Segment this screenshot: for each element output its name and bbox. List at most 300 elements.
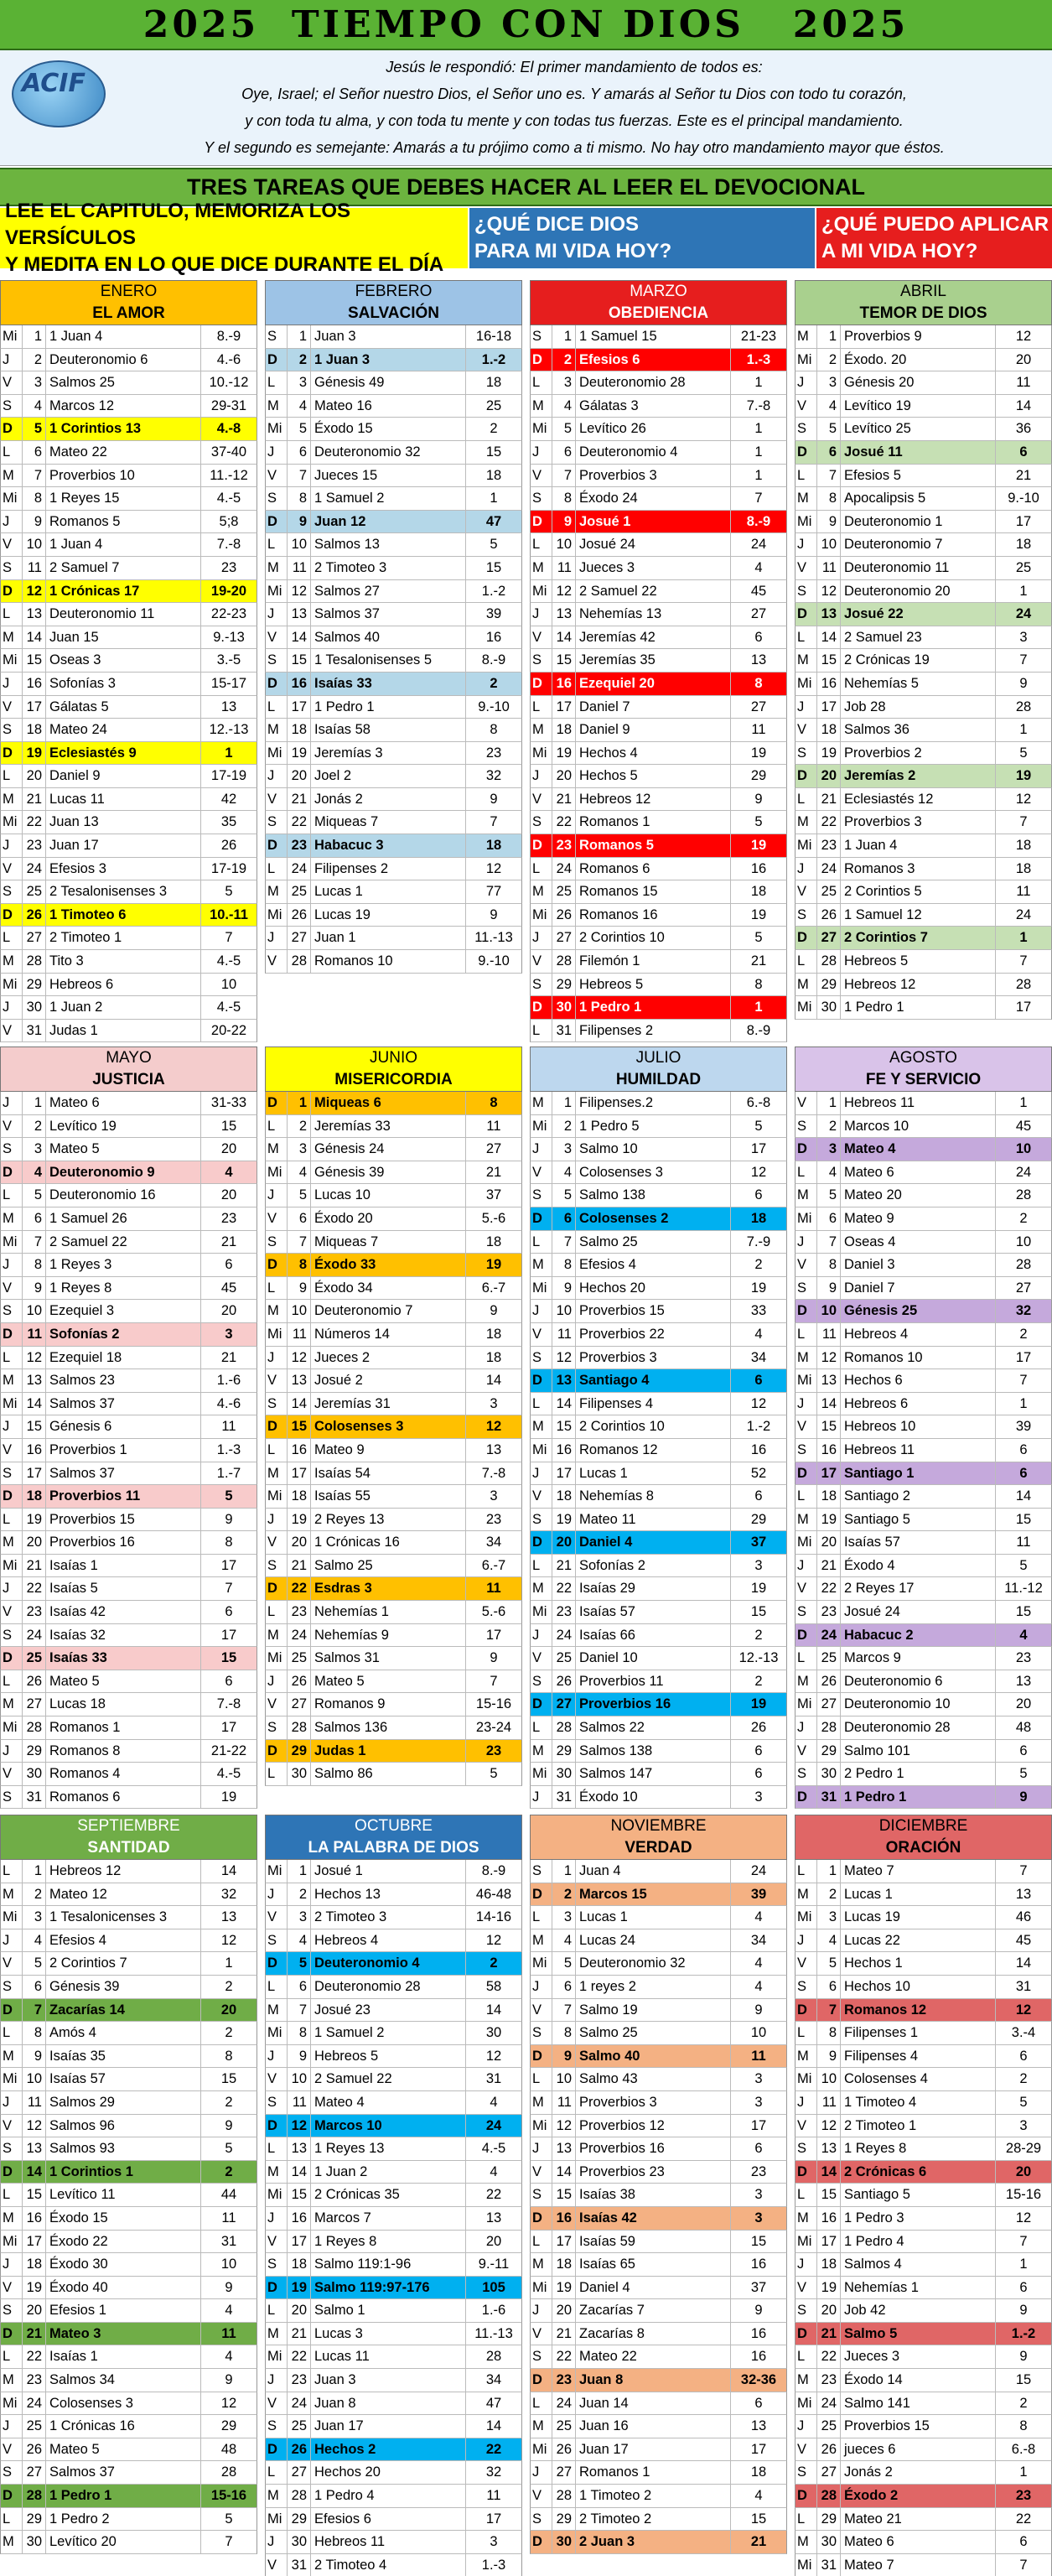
day-letter: D [795, 1462, 817, 1485]
verses: 7 [225, 2534, 233, 2550]
passage: Joel 2 [311, 765, 466, 787]
day-letter: D [531, 996, 552, 1019]
day-number: 3 [23, 371, 46, 394]
day-number: 28 [817, 1716, 841, 1739]
day-letter: D [266, 511, 288, 533]
passage: Habacuc 3 [311, 834, 466, 857]
verses: 11 [486, 1581, 501, 1597]
reading-row [795, 2438, 1052, 2462]
reading-row [0, 1020, 257, 1043]
verses: 4 [754, 1326, 763, 1342]
day-number: 6 [817, 441, 841, 464]
reading-row [795, 2253, 1052, 2277]
day-letter: M [1, 2045, 23, 2068]
day-number: 10 [817, 533, 841, 556]
reading-row [530, 2299, 787, 2323]
day-number: 10 [817, 1300, 841, 1322]
day-number: 20 [288, 2299, 311, 2322]
day-number: 1 [23, 1092, 46, 1114]
day-letter: L [266, 1763, 288, 1785]
day-letter: V [795, 2115, 817, 2137]
verses: 11 [751, 722, 766, 738]
day-number: 20 [817, 2299, 841, 2322]
verses: 6.-7 [481, 1557, 506, 1573]
passage: Gálatas 5 [46, 696, 201, 719]
verses: 4.-6 [216, 351, 241, 367]
day-number: 23 [288, 834, 311, 857]
reading-row [530, 511, 787, 534]
day-number: 6 [23, 1976, 46, 1998]
day-number: 26 [552, 1670, 576, 1693]
month-name: MARZO [630, 283, 687, 300]
day-letter: V [531, 1323, 552, 1346]
day-number: 22 [552, 2345, 576, 2368]
day-number: 4 [288, 1929, 311, 1952]
day-letter: M [1, 1208, 23, 1230]
verses: 19 [750, 1581, 767, 1597]
day-letter: M [795, 1184, 817, 1207]
day-number: 5 [23, 1184, 46, 1207]
passage: Daniel 7 [576, 696, 731, 719]
passage: Filipenses.2 [576, 1092, 731, 1114]
verses: 47 [485, 2395, 502, 2411]
day-number: 19 [288, 742, 311, 765]
verses: 15 [1015, 2372, 1032, 2388]
passage: Deuteronomio 28 [576, 371, 731, 394]
day-letter: J [266, 2207, 288, 2230]
day-letter: D [1, 1323, 23, 1346]
passage: 2 Juan 3 [576, 2531, 731, 2553]
day-number: 30 [23, 996, 46, 1019]
day-number: 2 [552, 1115, 576, 1138]
day-letter: S [266, 1393, 288, 1415]
reading-row [795, 511, 1052, 534]
reading-row [795, 1485, 1052, 1509]
verses: 35 [220, 814, 237, 830]
reading-row [530, 834, 787, 858]
verses: 6.-7 [481, 1280, 506, 1296]
passage: Santiago 1 [841, 1462, 996, 1485]
verses: 19 [750, 1696, 767, 1712]
day-number: 11 [288, 557, 311, 579]
day-number: 9 [288, 511, 311, 533]
passage: Amós 4 [46, 2022, 201, 2044]
day-letter: D [531, 1883, 552, 1906]
day-number: 23 [817, 2369, 841, 2392]
verses: 37-40 [210, 444, 247, 460]
month-theme: ORACIÓN [885, 1839, 961, 1857]
verses: 3 [754, 2187, 763, 2203]
day-letter: M [795, 1883, 817, 1906]
day-letter: V [266, 1693, 288, 1716]
day-number: 28 [288, 2485, 311, 2507]
reading-row [265, 2438, 522, 2462]
passage: Esdras 3 [311, 1577, 466, 1600]
passage: Mateo 6 [46, 1092, 201, 1114]
reading-row [265, 1092, 522, 1115]
verses: 15-17 [210, 675, 247, 691]
verses: 10 [220, 976, 237, 992]
verses: 2 [225, 2025, 233, 2041]
reading-row [530, 673, 787, 696]
day-number: 15 [23, 2184, 46, 2206]
day-number: 21 [23, 1555, 46, 1577]
day-number: 10 [552, 533, 576, 556]
reading-row [530, 1138, 787, 1161]
reading-row [530, 557, 787, 580]
reading-row [265, 349, 522, 372]
verses: 7 [754, 491, 763, 506]
day-number: 26 [23, 2438, 46, 2461]
passage: 2 Timoteo 1 [841, 2115, 996, 2137]
day-number: 17 [552, 2231, 576, 2253]
reading-row [795, 996, 1052, 1020]
day-letter: J [1, 2091, 23, 2114]
verses: 8.-9 [481, 652, 506, 668]
day-letter: L [795, 626, 817, 649]
passage: Éxodo 10 [576, 1786, 731, 1809]
day-number: 15 [23, 1415, 46, 1438]
day-number: 13 [552, 1369, 576, 1392]
day-letter: J [795, 2091, 817, 2114]
day-letter: L [1, 2508, 23, 2531]
reading-row [530, 626, 787, 650]
verses: 1.-3 [216, 1441, 241, 1457]
day-number: 23 [552, 1601, 576, 1623]
verses: 16 [750, 1441, 767, 1457]
verses: 5 [1019, 1766, 1028, 1782]
month-name: OCTUBRE [355, 1817, 433, 1835]
day-letter: S [1, 1138, 23, 1161]
passage: jueces 6 [841, 2438, 996, 2461]
day-number: 21 [817, 1555, 841, 1577]
reading-row [530, 1763, 787, 1786]
passage: Mateo 22 [46, 441, 201, 464]
day-letter: L [266, 858, 288, 880]
month-septiembre [0, 1815, 257, 2554]
verses: 18 [485, 1233, 502, 1249]
reading-row [265, 1531, 522, 1555]
day-letter: M [266, 2161, 288, 2184]
passage: Romanos 1 [46, 1716, 201, 1739]
day-number: 3 [288, 1138, 311, 1161]
reading-row [265, 696, 522, 719]
day-number: 27 [817, 927, 841, 949]
day-letter: L [1, 1347, 23, 1369]
reading-row [795, 2137, 1052, 2161]
verses: 18 [485, 375, 502, 391]
passage: Mateo 21 [841, 2508, 996, 2531]
day-letter: S [795, 1115, 817, 1138]
passage: Mateo 5 [46, 1138, 201, 1161]
verses: 4.-5 [216, 953, 241, 969]
day-letter: Mi [795, 2392, 817, 2415]
reading-row [795, 2115, 1052, 2138]
verses: 18 [1015, 860, 1032, 876]
passage: Salmos 138 [576, 1740, 731, 1763]
passage: 1 Tesalonicenses 3 [46, 1906, 201, 1929]
day-letter: Mi [531, 1439, 552, 1462]
passage: Deuteronomio 10 [841, 1693, 996, 1716]
day-number: 25 [23, 880, 46, 903]
day-letter: L [266, 2461, 288, 2484]
day-number: 12 [288, 580, 311, 603]
verses: 21 [750, 2534, 767, 2550]
day-number: 26 [288, 2438, 311, 2461]
verses: 25 [1015, 559, 1032, 575]
day-letter: Mi [795, 1531, 817, 1554]
day-letter: S [795, 1439, 817, 1462]
verses: 4 [225, 2303, 233, 2319]
passage: 1 Juan 4 [46, 325, 201, 348]
reading-row [0, 1300, 257, 1323]
passage: Proverbios 9 [841, 325, 996, 348]
verses: 2 [225, 1978, 233, 1994]
day-number: 8 [552, 1254, 576, 1276]
reading-row [795, 974, 1052, 997]
reading-row [0, 2022, 257, 2045]
passage: 1 Pedro 1 [311, 696, 466, 719]
reading-row [0, 2461, 257, 2485]
verses: 23 [1015, 1650, 1032, 1666]
day-number: 5 [288, 1952, 311, 1975]
day-number: 23 [817, 834, 841, 857]
passage: Job 42 [841, 2299, 996, 2322]
passage: Éxodo 34 [311, 1277, 466, 1300]
passage: Salmos 13 [311, 533, 466, 556]
day-letter: Mi [1, 325, 23, 348]
passage: Mateo 5 [311, 1670, 466, 1693]
reading-row [795, 1786, 1052, 1810]
day-number: 13 [23, 2137, 46, 2160]
verses: 12.-13 [209, 722, 249, 738]
day-number: 29 [817, 2508, 841, 2531]
day-number: 24 [288, 1624, 311, 1647]
reading-row [0, 996, 257, 1020]
verses: 7.-8 [481, 1465, 506, 1481]
passage: Hebreos 12 [576, 788, 731, 811]
reading-row [0, 2438, 257, 2462]
day-letter: D [531, 349, 552, 371]
day-number: 15 [288, 1415, 311, 1438]
day-number: 9 [23, 1277, 46, 1300]
day-letter: V [795, 1952, 817, 1975]
day-number: 10 [23, 2068, 46, 2090]
reading-row [265, 1138, 522, 1161]
day-letter: L [531, 533, 552, 556]
day-number: 5 [817, 1184, 841, 1207]
verses: 1.-2 [481, 583, 506, 599]
passage: Ezequiel 3 [46, 1300, 201, 1322]
reading-row [795, 1369, 1052, 1393]
day-number: 11 [288, 1323, 311, 1346]
day-number: 1 [288, 1860, 311, 1883]
passage: Nehemías 1 [311, 1601, 466, 1623]
day-number: 4 [23, 395, 46, 418]
day-number: 24 [23, 1624, 46, 1647]
passage: Hebreos 5 [841, 950, 996, 973]
verses: 45 [220, 1280, 237, 1296]
verses: 9 [1019, 1789, 1028, 1805]
day-number: 18 [23, 719, 46, 741]
reading-row [795, 2022, 1052, 2045]
passage: Deuteronomio 11 [46, 603, 201, 626]
verses: 6 [1019, 2279, 1028, 2295]
day-number: 30 [817, 2531, 841, 2553]
verses: 6 [754, 2141, 763, 2157]
verses: 9 [1019, 675, 1028, 691]
passage: Jueces 2 [311, 1347, 466, 1369]
reading-row [530, 325, 787, 349]
reading-row [795, 325, 1052, 349]
verses: 18 [1015, 537, 1032, 553]
reading-row [0, 1999, 257, 2023]
passage: Efesios 5 [841, 465, 996, 487]
day-number: 10 [23, 533, 46, 556]
reading-row [0, 1555, 257, 1578]
day-letter: M [1, 465, 23, 487]
passage: Deuteronomio 32 [311, 441, 466, 464]
day-number: 17 [817, 696, 841, 719]
day-number: 24 [817, 1624, 841, 1647]
day-letter: V [266, 465, 288, 487]
reading-row [0, 927, 257, 950]
reading-row [265, 2068, 522, 2091]
reading-row [795, 2184, 1052, 2207]
month-header [0, 280, 257, 325]
verses: 6 [225, 1604, 233, 1620]
verses: 39 [485, 606, 502, 622]
passage: Colosenses 3 [576, 1161, 731, 1184]
verses: 1.-2 [481, 351, 506, 367]
reading-row [265, 2115, 522, 2138]
verses: 19 [220, 1789, 237, 1805]
verses: 11.-12 [1004, 1581, 1043, 1597]
verses: 21-23 [740, 329, 777, 344]
passage: Sofonías 3 [46, 673, 201, 695]
passage: Hechos 20 [311, 2461, 466, 2484]
verses: 7 [1019, 2557, 1028, 2573]
day-number: 16 [552, 1439, 576, 1462]
passage: Lucas 19 [311, 904, 466, 927]
passage: Juan 17 [46, 834, 201, 857]
passage: Juan 8 [311, 2392, 466, 2415]
day-number: 13 [288, 1369, 311, 1392]
day-letter: Mi [795, 2231, 817, 2253]
passage: Hebreos 11 [311, 2531, 466, 2553]
reading-row [530, 1952, 787, 1976]
day-number: 28 [552, 950, 576, 973]
reading-row [795, 2277, 1052, 2300]
passage: Éxodo 40 [46, 2277, 201, 2299]
passage: Lucas 18 [46, 1693, 201, 1716]
verses: 4.-5 [216, 1000, 241, 1015]
passage: Romanos 8 [46, 1740, 201, 1763]
verses: 2 [754, 1627, 763, 1643]
verses: 48 [220, 2441, 237, 2457]
reading-row [0, 788, 257, 812]
reading-row [795, 2323, 1052, 2346]
passage: Isaías 58 [311, 719, 466, 741]
verses: 31-33 [210, 1095, 247, 1110]
passage: Hebreos 5 [576, 974, 731, 996]
month-agosto [795, 1046, 1052, 1809]
day-number: 2 [552, 349, 576, 371]
day-letter: D [531, 1208, 552, 1230]
day-letter: Mi [266, 2022, 288, 2044]
reading-row [265, 325, 522, 349]
reading-row [530, 1231, 787, 1254]
day-number: 1 [817, 325, 841, 348]
day-number: 12 [23, 1347, 46, 1369]
reading-row [530, 1254, 787, 1277]
verses: 4 [754, 559, 763, 575]
passage: 2 Corintios 10 [576, 927, 731, 949]
day-number: 8 [23, 2022, 46, 2044]
reading-row [530, 2115, 787, 2138]
day-number: 21 [288, 788, 311, 811]
passage: Lucas 10 [311, 1184, 466, 1207]
reading-row [265, 2161, 522, 2184]
passage: Mateo 20 [841, 1184, 996, 1207]
day-number: 16 [817, 1439, 841, 1462]
reading-row [265, 1254, 522, 1277]
day-number: 8 [23, 1254, 46, 1276]
day-number: 17 [552, 696, 576, 719]
passage: Hechos 2 [311, 2438, 466, 2461]
passage: Daniel 7 [841, 1277, 996, 1300]
passage: Daniel 9 [46, 765, 201, 787]
reading-row [795, 2392, 1052, 2416]
verses: 11 [1016, 884, 1031, 900]
passage: 2 Reyes 17 [841, 1577, 996, 1600]
passage: Génesis 6 [46, 1415, 201, 1438]
day-number: 29 [552, 1740, 576, 1763]
reading-row [0, 1184, 257, 1208]
day-letter: M [266, 2485, 288, 2507]
day-number: 11 [23, 2091, 46, 2114]
passage: Salmos 27 [311, 580, 466, 603]
day-number: 2 [817, 349, 841, 371]
reading-row [0, 1323, 257, 1347]
day-letter: D [1, 1999, 23, 2022]
day-number: 23 [23, 2369, 46, 2392]
verses: 46 [1015, 1909, 1032, 1925]
reading-row [530, 1929, 787, 1953]
reading-row [265, 1509, 522, 1532]
reading-row [265, 1670, 522, 1694]
passage: Éxodo 33 [311, 1254, 466, 1276]
day-letter: D [266, 834, 288, 857]
day-number: 24 [817, 858, 841, 880]
reading-row [265, 2207, 522, 2231]
day-number: 2 [288, 349, 311, 371]
day-number: 5 [23, 1952, 46, 1975]
reading-row [795, 2369, 1052, 2392]
day-letter: J [1, 1092, 23, 1114]
day-number: 19 [552, 742, 576, 765]
passage: Filipenses 4 [841, 2045, 996, 2068]
verses: 5 [225, 884, 233, 900]
reading-row [795, 2231, 1052, 2254]
passage: Isaías 57 [576, 1601, 731, 1623]
day-number: 26 [288, 904, 311, 927]
passage: 1 Reyes 8 [841, 2137, 996, 2160]
verses: 6.-8 [1011, 2441, 1036, 2457]
reading-row [265, 858, 522, 881]
verses: 17-19 [210, 768, 247, 784]
reading-row [0, 465, 257, 488]
